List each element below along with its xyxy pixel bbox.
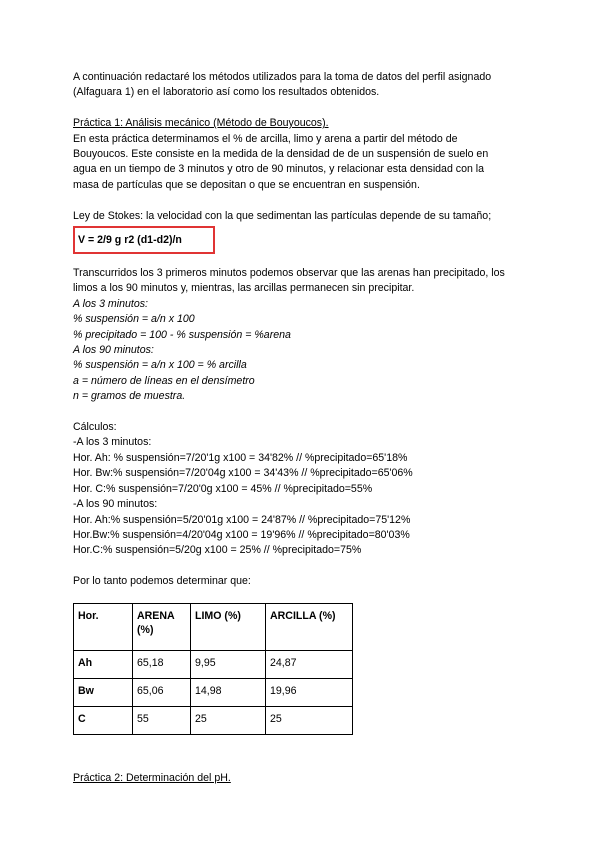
calculos-line: Hor. Ah: % suspensión=7/20'1g x100 = 34'82% // %precipitado=65'18% xyxy=(73,451,408,464)
calculos-line: Cálculos: xyxy=(73,421,117,434)
table-row xyxy=(74,650,353,678)
transcurridos-line: Transcurridos los 3 primeros minutos podemos observar que las arenas han precipitado, los xyxy=(73,267,505,280)
calculos-line: Hor. C:% suspensión=7/20'0g x100 = 45% // %precipitado=55% xyxy=(73,482,373,495)
formula-note: % precipitado = 100 - % suspensión = %arena xyxy=(73,328,291,341)
intro-line-2: (Alfaguara 1) en el laboratorio así como los resultados obtenidos. xyxy=(73,86,380,99)
table-cell: 14,98 xyxy=(191,678,266,706)
table-header-arena: ARENA (%) xyxy=(133,603,191,650)
table-cell: C xyxy=(74,706,133,734)
table-cell: 65,06 xyxy=(133,678,191,706)
practica2-heading: Práctica 2: Determinación del pH. xyxy=(73,771,231,784)
table-row xyxy=(74,678,353,706)
formula-note: n = gramos de muestra. xyxy=(73,390,186,403)
table-cell: 65,18 xyxy=(133,650,191,678)
results-table xyxy=(73,603,353,735)
calculos-line: -A los 3 minutos: xyxy=(73,436,152,449)
table-cell: 24,87 xyxy=(266,650,353,678)
calculos-line: Hor.Bw:% suspensión=4/20'04g x100 = 19'96% // %precipitado=80'03% xyxy=(73,528,410,541)
intro-line-1: A continuación redactaré los métodos utilizados para la toma de datos del perfil asignado xyxy=(73,71,492,83)
calculos-line: Hor. Bw:% suspensión=7/20'04g x100 = 34'43% // %precipitado=65'06% xyxy=(73,467,413,480)
formula-note: A los 3 minutos: xyxy=(73,297,148,310)
stokes-formula: V = 2/9 g r2 (d1-d2)/n xyxy=(78,234,182,247)
table-cell: 55 xyxy=(133,706,191,734)
practica1-paragraph-line: Bouyoucos. Este consiste en la medida de la densidad de de un suspensión de suelo en xyxy=(73,148,489,161)
transcurridos-line: limos a los 90 minutos y, mientras, las arcillas permanecen sin precipitar. xyxy=(73,282,415,295)
calculos-line: Hor. Ah:% suspensión=5/20'01g x100 = 24'87% // %precipitado=75'12% xyxy=(73,513,411,526)
table-cell: Ah xyxy=(74,650,133,678)
formula-note: % suspensión = a/n x 100 xyxy=(73,313,195,326)
stokes-formula-box xyxy=(73,226,215,254)
formula-note: % suspensión = a/n x 100 = % arcilla xyxy=(73,359,247,372)
calculos-line: Hor.C:% suspensión=5/20g x100 = 25% // %precipitado=75% xyxy=(73,544,362,557)
table-row xyxy=(74,706,353,734)
practica1-paragraph-line: En esta práctica determinamos el % de arcilla, limo y arena a partir del método de xyxy=(73,132,458,145)
table-cell: 25 xyxy=(191,706,266,734)
practica1-paragraph-line: masa de partículas que se depositan o que se encuentran en suspensión. xyxy=(73,178,420,191)
document-page xyxy=(73,70,548,786)
formula-note: A los 90 minutos: xyxy=(73,344,154,357)
table-header-arcilla: ARCILLA (%) xyxy=(266,603,353,650)
table-cell: 25 xyxy=(266,706,353,734)
practica1-heading: Práctica 1: Análisis mecánico (Método de Bouyoucos). xyxy=(73,117,329,130)
table-cell: Bw xyxy=(74,678,133,706)
table-header-limo: LIMO (%) xyxy=(191,603,266,650)
table-cell: 19,96 xyxy=(266,678,353,706)
table-header-hor: Hor. xyxy=(74,603,133,650)
conclusion-line: Por lo tanto podemos determinar que: xyxy=(73,575,251,588)
table-header-row xyxy=(74,603,353,650)
table-cell: 9,95 xyxy=(191,650,266,678)
formula-note: a = número de líneas en el densímetro xyxy=(73,374,255,387)
practica1-paragraph-line: agua en un tiempo de 3 minutos y otro de 90 minutos, y relacionar esta densidad con la xyxy=(73,163,485,176)
stokes-law-line: Ley de Stokes: la velocidad con la que sedimentan las partículas depende de su tamaño; xyxy=(73,209,492,222)
calculos-line: -A los 90 minutos: xyxy=(73,498,158,511)
